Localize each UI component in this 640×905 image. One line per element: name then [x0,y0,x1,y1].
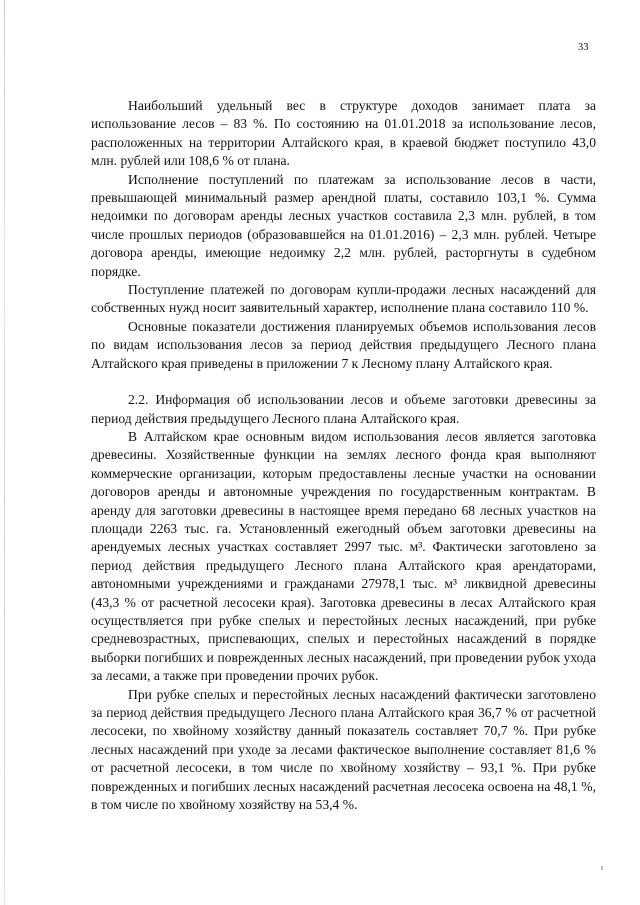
scan-speck [601,866,603,870]
paragraph-felling-results: При рубке спелых и перестойных лесных насаждений фактически заготовлено за период действия предыдущего Лесного плана Алтайского края 36,7 % от расчетной лесосеки, по хвойному хозяйству данный показатель составляет 70,7 %. При рубке лесных насаждений при уходе за лесами фактическое выполнение составляет 81,6 % от расчетной лесосеки, в том числе по хвойному хозяйству – 93,1 %. При рубке поврежденных и погибших лесных насаждений расчетная лесосека освоена на 48,1 %, в том числе по хвойному хозяйству на 53,4 %. [91,686,596,813]
section-heading-2-2: 2.2. Информация об использовании лесов и объеме заготовки древесины за период действия предыдущего Лесного плана Алтайского края. [91,392,596,426]
page-number: 33 [578,42,589,53]
paragraph-payment-execution: Исполнение поступлений по платежам за использование лесов в части, превышающей минимальный размер арендной платы, составило 103,1 %. Сумма недоимки по договорам аренды лесных участков составила 2,3 млн. рублей, в том числе прошлых периодов (образовавшейся на 01.01.2016) – 2,3 млн. рублей. Четыре договора аренды, имеющие недоимку 2,2 млн. рублей, расторгнуты в судебном порядке. [91,171,596,279]
paragraph-revenue-structure: Наибольший удельный вес в структуре доходов занимает плата за использование лесов – 83 %. По состоянию на 01.01.2018 за использование лесов, расположенных на территории Алтайского края, в краевой бюджет поступило 43,0 млн. рублей или 108,6 % от плана. [91,98,596,169]
paragraph-timber-harvesting: В Алтайском крае основным видом использования лесов является заготовка древесины. Хозяйственные функции на землях лесного фонда края выполняют коммерческие организации, которым предоставлены лесные участки на основании договоров аренды и автономные учреждения по государственным контрактам. В аренду для заготовки древесины в настоящее время передано 68 лесных участков на площади 2263 тыс. га. Установленный ежегодный объем заготовки древесины на арендуемых лесных участках составляет 2997 тыс. м³. Фактически заготовлено за период действия предыдущего Лесного плана Алтайского края арендаторами, автономными учреждениями и гражданами 27978,1 тыс. м³ ликвидной древесины (43,3 % от расчетной лесосеки края). Заготовка древесины в лесах Алтайского края осуществляется при рубке спелых и перестойных лесных насаждений, при рубке средневозрастных, приспевающих, спелых и перестойных насаждений в порядке выборки погибших и поврежденных лесных насаждений, при проведении рубок ухода за лесами, а также при проведении прочих рубок. [91,428,596,684]
paragraph-main-indicators: Основные показатели достижения планируемых объемов использования лесов по видам использования лесов за период действия предыдущего Лесного плана Алтайского края приведены в приложении 7 к Лесному плану Алтайского края. [91,318,596,371]
paragraph-purchase-contracts: Поступление платежей по договорам купли-продажи лесных насаждений для собственных нужд носит заявительный характер, исполнение плана составило 110 %. [91,282,596,316]
document-body [91,97,596,814]
